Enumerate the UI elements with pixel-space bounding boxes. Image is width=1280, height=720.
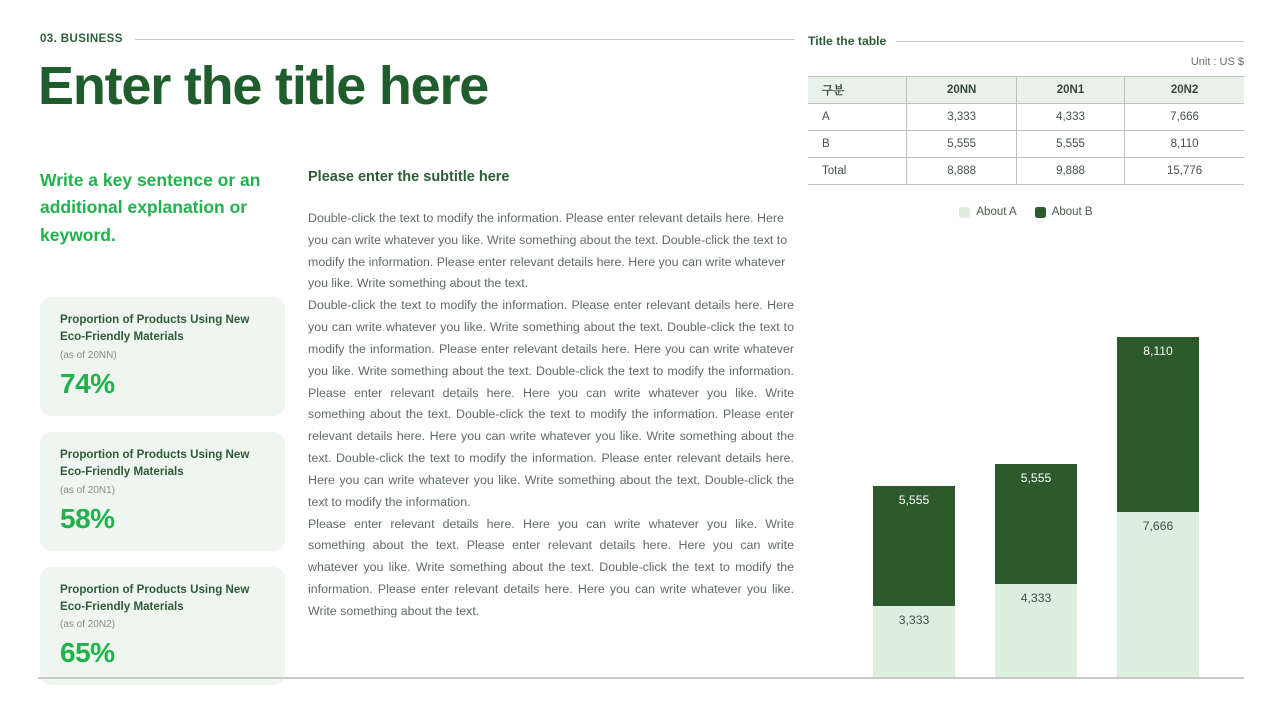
chart-bar xyxy=(995,464,1077,678)
table-body xyxy=(808,104,1244,185)
body-paragraph: Double-click the text to modify the information. Please enter relevant details here. Here you can write whatever you like. Write something about the text. Double-click the text to modify the information. Please enter relevant details here. Here you can write whatever you like. Write something about the text. xyxy=(308,211,788,291)
table-cell: 3,333 xyxy=(907,104,1016,131)
table-cell: 4,333 xyxy=(1016,104,1124,131)
stat-card-value: 74% xyxy=(60,367,115,399)
table-header-divider xyxy=(896,41,1244,42)
table-col-header: 20N2 xyxy=(1125,77,1244,104)
table-row xyxy=(808,104,1244,131)
table-col-header: 구분 xyxy=(808,77,907,104)
stacked-bar-chart xyxy=(808,240,1244,678)
table-section-header xyxy=(808,34,1244,48)
stat-card xyxy=(40,567,285,686)
legend-item-about-a xyxy=(959,206,1016,218)
table-cell: 8,110 xyxy=(1125,131,1244,158)
chart-bar-value-label: 5,555 xyxy=(898,493,930,508)
table-row xyxy=(808,131,1244,158)
data-table xyxy=(808,76,1244,185)
stat-card-list xyxy=(40,297,285,701)
section-label: 03. BUSINESS xyxy=(40,33,123,45)
table-col-header: 20N1 xyxy=(1016,77,1124,104)
table-cell: 9,888 xyxy=(1016,158,1124,185)
chart-bar-segment-about-b xyxy=(995,464,1077,584)
table-col-header: 20NN xyxy=(907,77,1016,104)
chart-bar-segment-about-a xyxy=(995,584,1077,678)
chart-bar xyxy=(873,486,955,678)
body-text-column xyxy=(308,208,794,623)
unit-label: Unit : US $ xyxy=(1190,56,1244,68)
stat-card-period: (as of 20N1) xyxy=(60,484,116,496)
table-header-row xyxy=(808,77,1244,104)
header-divider xyxy=(135,39,795,40)
chart-bar-value-label: 4,333 xyxy=(1020,591,1052,606)
footer-divider xyxy=(38,677,1244,679)
body-paragraph: Please enter relevant details here. Here you can write whatever you like. Write something about the text. Please enter relevant details here. Here you can write whatever you like. Write something about the text. Double-click the text to modify the information. Please enter relevant details here. Here you can write whatever you like. Write something about the text. xyxy=(308,516,794,618)
legend-label: About A xyxy=(976,206,1017,218)
chart-legend xyxy=(808,206,1244,218)
legend-swatch-icon xyxy=(1035,207,1046,218)
stat-card-period: (as of 20NN) xyxy=(60,349,117,361)
chart-bar-value-label: 7,666 xyxy=(1142,519,1174,534)
stat-card xyxy=(40,432,285,551)
chart-bar-segment-about-a xyxy=(873,606,955,678)
stat-card-title: Proportion of Products Using New Eco-Friendly Materials xyxy=(60,582,250,613)
stat-card-period: (as of 20N2) xyxy=(60,619,116,631)
chart-bar-value-label: 8,110 xyxy=(1143,344,1173,359)
stat-card xyxy=(40,297,285,416)
body-subtitle: Please enter the subtitle here xyxy=(308,169,510,185)
table-cell: 5,555 xyxy=(907,131,1016,158)
table-row-label: B xyxy=(808,131,907,158)
legend-label: About B xyxy=(1051,206,1093,218)
chart-bar-segment-about-a xyxy=(1117,512,1199,678)
table-cell: 7,666 xyxy=(1125,104,1244,131)
chart-bar-segment-about-b xyxy=(1117,337,1199,512)
table-row-label: A xyxy=(808,104,907,131)
table-title: Title the table xyxy=(808,34,887,48)
legend-swatch-icon xyxy=(959,207,970,218)
stat-card-value: 58% xyxy=(60,502,115,534)
body-paragraph: Double-click the text to modify the information. Please enter relevant details here. Here you can write whatever you like. Write something about the text. Double-click the text to modify the information. Please enter relevant details here. Here you can write whatever you like. Write something about the text. Double-click the text to modify the information. Please enter relevant details here. Here you can write whatever you like. Write something about the text. Double-click the text to modify the information. Please enter relevant details here. Here you can write whatever you like. Write something about the text. Double-click the text to modify the information. Please enter relevant details here. Here you can write whatever you like. Write something about the text. Double-click the text to modify the information. xyxy=(308,298,794,509)
table-cell: 5,555 xyxy=(1016,131,1124,158)
chart-bar-value-label: 3,333 xyxy=(898,613,930,628)
section-header xyxy=(40,33,795,45)
stat-card-title: Proportion of Products Using New Eco-Friendly Materials xyxy=(60,313,250,344)
legend-item-about-b xyxy=(1035,206,1093,218)
table-cell: 8,888 xyxy=(907,158,1016,185)
stat-card-title: Proportion of Products Using New Eco-Friendly Materials xyxy=(60,447,250,479)
stat-card-value: 65% xyxy=(60,637,115,669)
chart-bar-value-label: 5,555 xyxy=(1020,471,1052,486)
key-sentence: Write a key sentence or an additional explanation or keyword. xyxy=(40,170,261,245)
table-row xyxy=(808,158,1244,185)
chart-bar-segment-about-b xyxy=(873,486,955,606)
table-cell: 15,776 xyxy=(1125,158,1244,185)
chart-bar xyxy=(1117,337,1199,678)
page-title: Enter the title here xyxy=(38,56,489,116)
table-row-label: Total xyxy=(808,158,907,185)
